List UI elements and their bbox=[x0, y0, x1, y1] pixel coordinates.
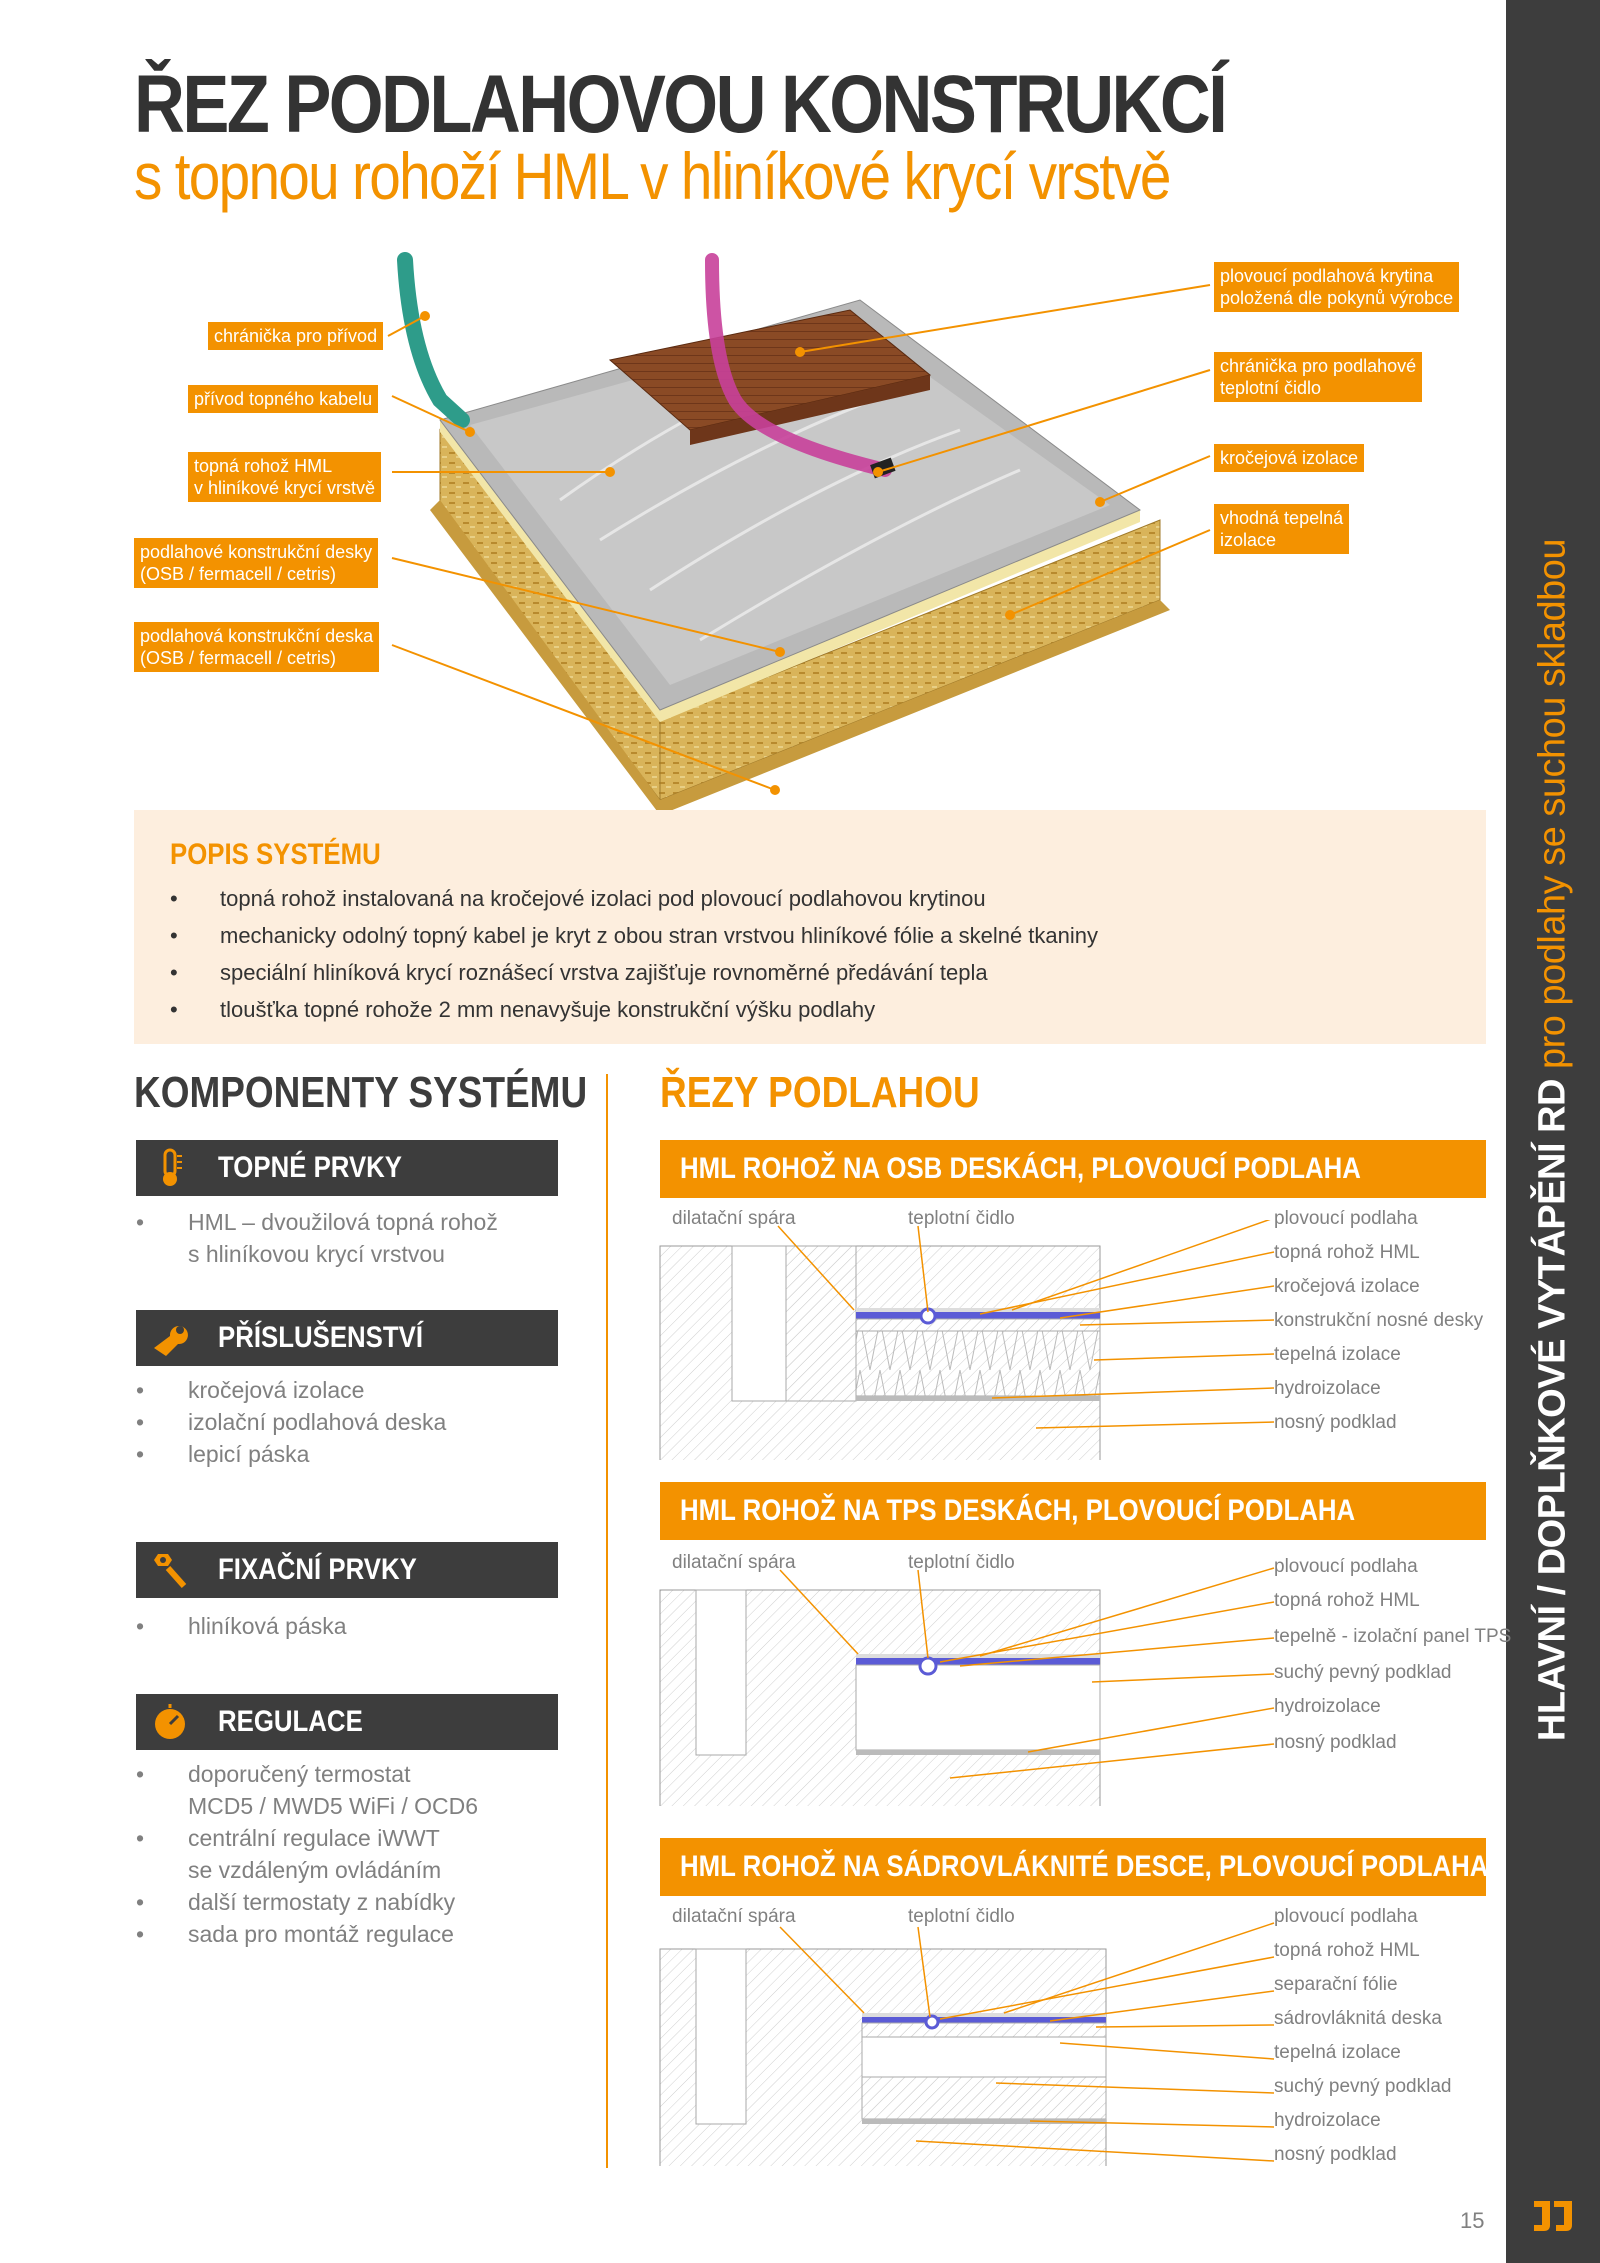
popis-list bbox=[170, 880, 1098, 1028]
list-item: • kročejová izolace bbox=[136, 1374, 446, 1406]
component-list-fixacni-prvky bbox=[136, 1610, 347, 1642]
list-item: • sada pro montáž regulace bbox=[136, 1918, 478, 1950]
callout-text: teplotní čidlo bbox=[1220, 378, 1322, 398]
label-topna-rohoz: topná rohož HML bbox=[1274, 1242, 1420, 1263]
section-bar-tps bbox=[660, 1482, 1486, 1540]
section-title: HML ROHOŽ NA OSB DESKÁCH, PLOVOUCÍ PODLAHA bbox=[680, 1152, 1361, 1185]
label-konstrukcni-desky: konstrukční nosné desky bbox=[1274, 1310, 1484, 1331]
label-dilatacni-spara: dilatační spára bbox=[672, 1208, 796, 1229]
wrench-icon bbox=[150, 1318, 190, 1358]
list-item: • doporučený termostat bbox=[136, 1758, 478, 1790]
popis-panel bbox=[134, 810, 1486, 1044]
component-list-regulace bbox=[136, 1758, 478, 1950]
callout-chranicka-privod bbox=[208, 322, 383, 350]
list-item: • speciální hliníková krycí roznášecí vrstva zajišťuje rovnoměrné předávání tepla bbox=[170, 954, 1098, 991]
section-bar-sadrovlaknite bbox=[660, 1838, 1489, 1896]
callout-text: položená dle pokynů výrobce bbox=[1220, 288, 1454, 308]
label-hydroizolace: hydroizolace bbox=[1274, 1696, 1381, 1717]
callout-text: (OSB / fermacell / cetris) bbox=[140, 648, 337, 668]
list-item-continuation: MCD5 / MWD5 WiFi / OCD6 bbox=[188, 1793, 479, 1819]
label-teplotni-cidlo: teplotní čidlo bbox=[908, 1208, 1015, 1229]
list-item: • tloušťka topné rohože 2 mm nenavyšuje konstrukční výšku podlahy bbox=[170, 991, 1098, 1028]
bolt-icon bbox=[150, 1550, 190, 1590]
label-nosny-podklad: nosný podklad bbox=[1274, 2144, 1397, 2165]
section-title: HML ROHOŽ NA TPS DESKÁCH, PLOVOUCÍ PODLAHA bbox=[680, 1494, 1356, 1527]
callout-text: přívod topného kabelu bbox=[194, 389, 373, 409]
callout-chranicka-cidlo bbox=[1214, 352, 1422, 402]
label-dilatacni-spara: dilatační spára bbox=[672, 1906, 796, 1927]
callout-text: v hliníkové krycí vrstvě bbox=[194, 478, 376, 498]
label-krocejova-izolace: kročejová izolace bbox=[1274, 1276, 1420, 1297]
list-item-continuation: s hliníkovou krycí vrstvou bbox=[188, 1241, 445, 1267]
callout-text: kročejová izolace bbox=[1220, 448, 1359, 468]
component-bar-topne-prvky bbox=[136, 1140, 558, 1196]
section-diagram-sadrovlaknite bbox=[640, 1920, 1510, 2166]
label-sadrovlaknita-deska: sádrovláknitá deska bbox=[1274, 2008, 1442, 2029]
label-panel-tps: tepelně - izolační panel TPS bbox=[1274, 1626, 1512, 1647]
component-label: PŘÍSLUŠENSTVÍ bbox=[218, 1321, 424, 1354]
callout-text: plovoucí podlahová krytina bbox=[1220, 266, 1434, 286]
column-divider bbox=[606, 1074, 608, 2168]
label-nosny-podklad: nosný podklad bbox=[1274, 1412, 1397, 1433]
callout-text: podlahové konstrukční desky bbox=[140, 542, 373, 562]
label-hydroizolace: hydroizolace bbox=[1274, 1378, 1381, 1399]
side-band-text bbox=[1532, 539, 1575, 1741]
callout-konstrukcni-deska bbox=[134, 622, 379, 672]
callout-tepelna-izolace bbox=[1214, 504, 1349, 554]
label-plovouci-podlaha: plovoucí podlaha bbox=[1274, 1208, 1418, 1229]
list-item-continuation: se vzdáleným ovládáním bbox=[188, 1857, 442, 1883]
section-diagram-osb bbox=[640, 1220, 1510, 1460]
label-separacni-folie: separační fólie bbox=[1274, 1974, 1398, 1995]
list-item: • topná rohož instalovaná na kročejové izolaci pod plovoucí podlahovou krytinou bbox=[170, 880, 1098, 917]
label-nosny-podklad: nosný podklad bbox=[1274, 1732, 1397, 1753]
label-suchy-podklad: suchý pevný podklad bbox=[1274, 1662, 1452, 1683]
list-item: • lepicí páska bbox=[136, 1438, 446, 1470]
label-hydroizolace: hydroizolace bbox=[1274, 2110, 1381, 2131]
callout-krocejova-izolace bbox=[1214, 444, 1364, 472]
section-diagram-tps bbox=[640, 1566, 1510, 1806]
callout-topna-rohoz bbox=[188, 452, 381, 502]
list-item: • další termostaty z nabídky bbox=[136, 1886, 478, 1918]
callout-text: vhodná tepelná bbox=[1220, 508, 1344, 528]
label-topna-rohoz: topná rohož HML bbox=[1274, 1940, 1420, 1961]
thermostat-icon bbox=[150, 1702, 190, 1742]
label-plovouci-podlaha: plovoucí podlaha bbox=[1274, 1906, 1418, 1927]
callout-text: podlahová konstrukční deska bbox=[140, 626, 374, 646]
side-text-bold: HLAVNÍ / DOPLŇKOVÉ VYTÁPĚNÍ RD bbox=[1531, 1079, 1574, 1742]
callout-text: topná rohož HML bbox=[194, 456, 333, 476]
section-title: HML ROHOŽ NA SÁDROVLÁKNITÉ DESCE, PLOVOUCÍ PODLAHA bbox=[680, 1850, 1489, 1883]
callout-plovouci-krytina bbox=[1214, 262, 1459, 312]
label-suchy-podklad: suchý pevný podklad bbox=[1274, 2076, 1452, 2097]
section-bar-osb bbox=[660, 1140, 1486, 1198]
list-item: • centrální regulace iWWT bbox=[136, 1822, 478, 1854]
list-item: • izolační podlahová deska bbox=[136, 1406, 446, 1438]
page-title: ŘEZ PODLAHOVOU KONSTRUKCÍ bbox=[134, 59, 1226, 150]
component-label: TOPNÉ PRVKY bbox=[218, 1151, 403, 1184]
component-bar-fixacni-prvky bbox=[136, 1542, 558, 1598]
label-plovouci-podlaha: plovoucí podlaha bbox=[1274, 1556, 1418, 1577]
list-item: • hliníková páska bbox=[136, 1610, 347, 1642]
callout-konstrukcni-desky bbox=[134, 538, 378, 588]
label-tepelna-izolace: tepelná izolace bbox=[1274, 2042, 1401, 2063]
list-item: • mechanicky odolný topný kabel je kryt z obou stran vrstvou hliníkové fólie a skelné tkaniny bbox=[170, 917, 1098, 954]
label-dilatacni-spara: dilatační spára bbox=[672, 1552, 796, 1573]
callout-text: (OSB / fermacell / cetris) bbox=[140, 564, 337, 584]
label-topna-rohoz: topná rohož HML bbox=[1274, 1590, 1420, 1611]
side-text-thin: pro podlahy se suchou skladbou bbox=[1531, 538, 1574, 1080]
popis-title: POPIS SYSTÉMU bbox=[170, 838, 381, 871]
component-bar-regulace bbox=[136, 1694, 558, 1750]
list-item: • HML – dvoužilová topná rohož bbox=[136, 1206, 498, 1238]
label-teplotni-cidlo: teplotní čidlo bbox=[908, 1906, 1015, 1927]
label-tepelna-izolace: tepelná izolace bbox=[1274, 1344, 1401, 1365]
label-teplotni-cidlo: teplotní čidlo bbox=[908, 1552, 1015, 1573]
component-label: FIXAČNÍ PRVKY bbox=[218, 1553, 417, 1586]
page-subtitle: s topnou rohoží HML v hliníkové krycí vrstvě bbox=[134, 139, 1170, 213]
callout-privod-kabelu bbox=[188, 385, 378, 413]
brand-logo-icon bbox=[1530, 2195, 1576, 2235]
component-bar-prislusenstvi bbox=[136, 1310, 558, 1366]
components-title: KOMPONENTY SYSTÉMU bbox=[134, 1068, 588, 1117]
sections-title: ŘEZY PODLAHOU bbox=[660, 1068, 980, 1117]
callout-text: chránička pro podlahové bbox=[1220, 356, 1417, 376]
callout-text: chránička pro přívod bbox=[214, 326, 378, 346]
component-list-prislusenstvi bbox=[136, 1374, 446, 1470]
thermometer-icon bbox=[150, 1148, 190, 1188]
callout-text: izolace bbox=[1220, 530, 1277, 550]
component-list-topne-prvky bbox=[136, 1206, 498, 1270]
component-label: REGULACE bbox=[218, 1705, 363, 1738]
page-number: 15 bbox=[1460, 2208, 1485, 2233]
